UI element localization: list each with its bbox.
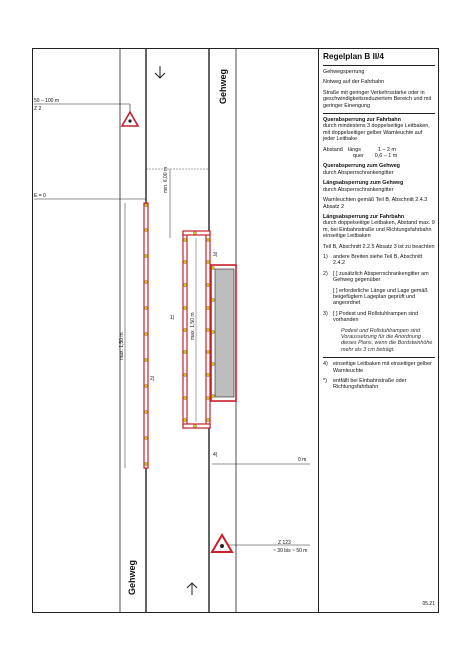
label-note-1: 1) — [170, 315, 175, 321]
note-2b: [ ] erforderliche Länge und Lage gemäß beigefügtem Lageplan geprüft und angeordnet — [333, 287, 428, 307]
label-z-top-ref: Z 2 — [34, 106, 42, 112]
work-area — [215, 269, 234, 397]
direction-arrow-down-icon — [155, 66, 165, 78]
label-e0: E = 0 — [34, 193, 46, 199]
section-warnleuchten: Warnleuchten gemäß Teil B, Abschnitt 2.4.3 Absatz 2 — [323, 197, 428, 210]
legend-panel — [318, 48, 439, 613]
note-1: 1) andere Breiten siehe Teil B, Abschnitt 2.4.2 — [323, 253, 423, 267]
section-laengs-gehweg: Längsabsperrung zum Gehweg durch Absperrschrankengitter — [323, 180, 404, 193]
section-teil-b: Teil B, Abschnitt 2.2.5 Absatz 3 ist zu beachten — [323, 243, 435, 250]
plan-title: Regelplan B II/4 — [323, 52, 435, 66]
label-min-600: min. 6,00 m — [163, 166, 169, 193]
label-max-150-left: max. 1,50 m — [119, 332, 125, 360]
label-z-bottom-dist: ~ 30 bis ~ 50 m — [273, 548, 308, 554]
plan-code: 05.21 — [422, 600, 435, 607]
label-max-150-mid: max. 1,50 m — [190, 312, 196, 340]
note-3-italic: Podest und Rollstuhlrampen sind Voraussetzung für die Anordnung dieses Plans, wenn die Bordsteinhöhe mehr als 3 cm beträgt. — [341, 327, 433, 353]
section-laengs-fahrbahn: Längsabsperrung zur Fahrbahn durch doppelseitige Leitbaken, Abstand max. 9 m, bei Einbahnstraße und Richtungsfahrbahn einseitige Leitbaken — [323, 213, 435, 240]
warning-sign-roadworks-bottom-icon — [212, 535, 232, 552]
plan-line3: Straße mit geringer Verkehrsstärke oder in geschwindigkeitsreduziertem Bereich und mit geringer Einengung — [323, 89, 432, 109]
warning-lights-work-area — [211, 266, 214, 397]
section-quer-gehweg: Querabsperrung zum Gehweg durch Absperrschrankengitter — [323, 163, 400, 176]
label-0m: 0 m — [298, 457, 307, 463]
label-z-top: 50 – 100 m — [34, 98, 60, 104]
abstand-laengs: Abstand längs 1 – 2 m — [323, 146, 396, 153]
note-2: 2) [ ] zusätzlich Absperrschrankengitter am Gehweg gegenüber — [323, 270, 429, 284]
section-quer-fahrbahn: Querabsperrung zur Fahrbahn durch mindestens 3 doppelseitige Leitbaken, mit doppelseitiger gelber Warnleuchte auf jeder Leitbake — [323, 117, 430, 143]
plan-subtitle: Gehwegsperrung — [323, 69, 365, 75]
label-z-bottom: Z 123 — [278, 540, 291, 546]
warning-sign-roadworks-icon — [122, 112, 138, 126]
note-3: 3) [ ] Podest und Rollstuhlrampen sind vorhanden — [323, 310, 419, 324]
plan-line2: Notweg auf der Fahrbahn — [323, 79, 385, 86]
gehweg-label-bottom: Gehweg — [127, 559, 137, 595]
note-star: *) entfällt bei Einbahnstraße oder Richtungsfahrbahn — [323, 378, 407, 391]
gehweg-label-top: Gehweg — [218, 68, 228, 104]
note-4: 4) einseitige Leitbaken mit einseitiger gelber Warnleuchte — [323, 361, 432, 374]
abstand-quer: quer 0,6 – 1 m — [353, 153, 398, 160]
direction-arrow-up-icon — [187, 583, 197, 595]
label-note-2: 2) — [150, 376, 155, 382]
label-note-4: 4) — [213, 452, 218, 458]
label-note-3: 3) — [213, 252, 218, 258]
